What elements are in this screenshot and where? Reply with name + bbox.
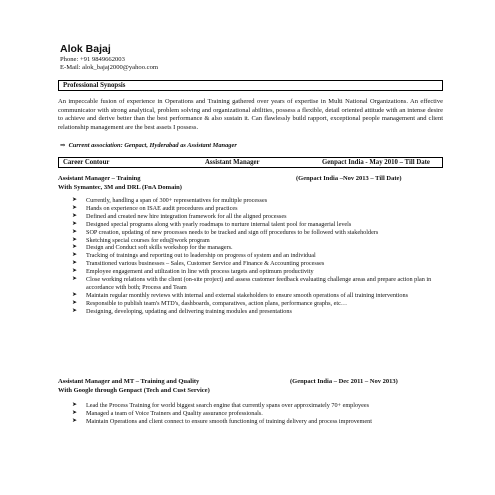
list-item: ➤ Sketching special courses for edu@work program: [72, 236, 210, 244]
job-2-subtitle: With Google through Genpact (Tech and Cust Service): [58, 386, 210, 394]
phone-line: Phone: +91 9849662003: [60, 56, 125, 63]
job-1-bullet-list: [72, 197, 440, 316]
list-item: ➤ Close working relations with the client (on-site project) and assess customer feedback evaluating challenge areas and prepare action plan in accordance with both; Process and Team: [72, 276, 432, 291]
list-item: ➤ Currently, handling a span of 300+ representatives for multiple processes: [72, 197, 268, 204]
list-item: ➤ Lead the Process Training for world biggest search engine that currently spans over approximately 70+ employees: [72, 402, 370, 409]
list-item: ➤ Designed special programs along with yearly roadmaps to nurture internal talent pool for managerial levels: [72, 220, 352, 228]
list-item: ➤ Maintain Operations and client connect to ensure smooth functioning of training delivery and process improvement: [72, 417, 372, 425]
arrow-bullet-icon: ➤: [72, 307, 78, 314]
career-contour-box: [58, 157, 443, 168]
job-2-period: (Genpact India – Dec 2011 – Nov 2013): [290, 378, 398, 385]
arrow-bullet-icon: ➤: [72, 409, 78, 416]
email-line: E-Mail: alok_bajaj2000@yahoo.com: [60, 64, 158, 71]
current-association: [60, 141, 237, 149]
list-item: ➤ Maintain regular monthly reviews with internal and external stakeholders to ensure smooth operations of all training interventions: [72, 291, 409, 299]
arrow-bullet-icon: ➤: [72, 276, 78, 283]
job-1-header: [58, 175, 443, 192]
list-item: ➤ Transitioned various businesses – Sales, Customer Service and Finance & Accounting processes: [72, 260, 325, 268]
arrow-bullet-icon: ➤: [72, 236, 78, 243]
career-contour-role: Assistant Manager: [205, 159, 260, 166]
arrow-bullet-icon: ➤: [72, 220, 78, 227]
list-item: ➤ Design and Conduct soft skills workshop for the managers.: [72, 244, 233, 252]
arrow-bullet-icon: ➤: [72, 252, 78, 259]
arrow-bullet-icon: ➤: [72, 244, 78, 251]
arrow-bullet-icon: ➤: [72, 268, 78, 275]
synopsis-paragraph: An impeccable fusion of experience in Operations and Training gathered over years of expertise in Multi National Organizations. An effective communicator with strong analytical, problem solving and organizational abilities, possess a flexible, detail oriented attitude with an intense desire to achieve and derive better than the best performance & also sustain it. Can flawlessly build rapport, exceptional people management and client relationship management are the best assets I possess.: [58, 98, 443, 131]
job-2-title: Assistant Manager and MT – Training and Quality: [58, 378, 200, 385]
job-1-period: (Genpact India –Nov 2013 – Till Date): [296, 175, 402, 182]
candidate-name: Alok Bajaj: [60, 43, 111, 55]
list-item: ➤ Hands on experience on ISAE audit procedures and practices: [72, 204, 238, 212]
list-item: ➤ Managed a team of Voice Trainers and Quality assurance professionals.: [72, 409, 263, 417]
arrow-right-icon: ⇒: [60, 142, 66, 149]
job-2-header: [58, 378, 443, 395]
arrow-bullet-icon: ➤: [72, 417, 78, 424]
synopsis-heading-box: [58, 80, 443, 91]
job-1-subtitle: With Symantec, 3M and DRL (FnA Domain): [58, 183, 182, 191]
arrow-bullet-icon: ➤: [72, 204, 78, 211]
career-contour-company: Genpact India - May 2010 – Till Date: [322, 159, 430, 166]
arrow-bullet-icon: ➤: [72, 402, 78, 408]
list-item: ➤ Defined and created new hire integration framework for all the aligned processes: [72, 212, 287, 220]
arrow-bullet-icon: ➤: [72, 197, 78, 203]
arrow-bullet-icon: ➤: [72, 228, 78, 235]
arrow-bullet-icon: ➤: [72, 299, 78, 306]
arrow-bullet-icon: ➤: [72, 260, 78, 267]
list-item: ➤ SOP creation, updating of new processes needs to be tracked and sign off procedures to be followed with stakeholders: [72, 228, 379, 236]
association-text: Current association: Genpact, Hyderabad as Assistant Manager: [68, 142, 237, 149]
synopsis-heading: Professional Synopsis: [63, 82, 126, 89]
list-item: ➤ Responsible to publish team's MTD's, dashboards, comparatives, action plans, performance graphs, etc…: [72, 299, 348, 307]
arrow-bullet-icon: ➤: [72, 212, 78, 219]
job-2-bullet-list: [72, 402, 440, 426]
list-item: ➤ Employee engagement and utilization in line with process targets and optimum productivity: [72, 268, 314, 276]
career-contour-label: Career Contour: [63, 159, 110, 166]
arrow-bullet-icon: ➤: [72, 291, 78, 298]
list-item: ➤ Designing, developing, updating and delivering training modules and presentations: [72, 307, 292, 315]
job-1-title: Assistant Manager – Training: [58, 175, 141, 182]
list-item: ➤ Tracking of trainings and reporting out to leadership on progress of system and an individual: [72, 252, 316, 260]
